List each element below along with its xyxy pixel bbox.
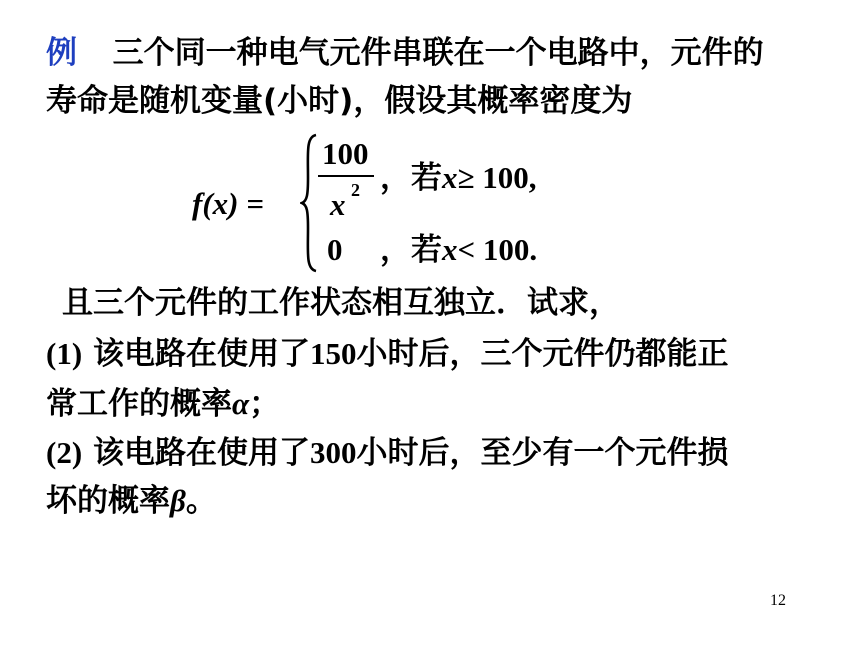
case1-condition: ，若x≥ 100, — [380, 160, 537, 196]
q2-text-c: 坏的概率 — [46, 483, 170, 519]
question-1-line-2 — [46, 384, 280, 424]
example-label: 例 — [46, 35, 77, 71]
density-formula — [0, 0, 860, 300]
question-2-line-2 — [46, 481, 217, 521]
q1-hours: 150 — [309, 336, 357, 371]
case2-value: 0 — [327, 232, 343, 267]
q2-end: 。 — [185, 483, 217, 519]
question-2-line-1 — [46, 433, 728, 473]
q1-text-c: 常工作的概率 — [46, 386, 232, 422]
q1-alpha: α — [232, 386, 250, 421]
fraction-bar — [318, 175, 374, 177]
question-1-line-1 — [46, 334, 728, 374]
fraction-denominator-var: x — [330, 187, 346, 222]
case2-condition: ，若x< 100. — [380, 232, 538, 268]
condition-text: 且三个元件的工作状态相互独立．试求， — [62, 285, 620, 321]
q2-hours: 300 — [309, 435, 357, 470]
q1-text-b: 小时后，三个元件仍都能正 — [356, 336, 729, 372]
q2-number: (2) — [46, 435, 83, 470]
q1-end: ； — [249, 386, 281, 422]
problem-text-2: 寿命是随机变量(小时)，假设其概率密度为 — [46, 83, 633, 119]
q1-text-a: 该电路在使用了 — [92, 336, 310, 372]
left-brace — [300, 133, 320, 273]
q1-number: (1) — [46, 336, 83, 371]
q2-text-b: 小时后，至少有一个元件损 — [356, 435, 729, 471]
fraction-exponent: 2 — [351, 180, 360, 200]
condition-line — [62, 283, 620, 323]
q2-beta: β — [170, 483, 186, 518]
q2-text-a: 该电路在使用了 — [92, 435, 310, 471]
page-number: 12 — [770, 592, 786, 609]
fraction-numerator: 100 — [322, 136, 369, 171]
problem-text-1: 三个同一种电气元件串联在一个电路中，元件的 — [112, 35, 764, 71]
formula-lhs: f(x) = — [192, 186, 264, 221]
